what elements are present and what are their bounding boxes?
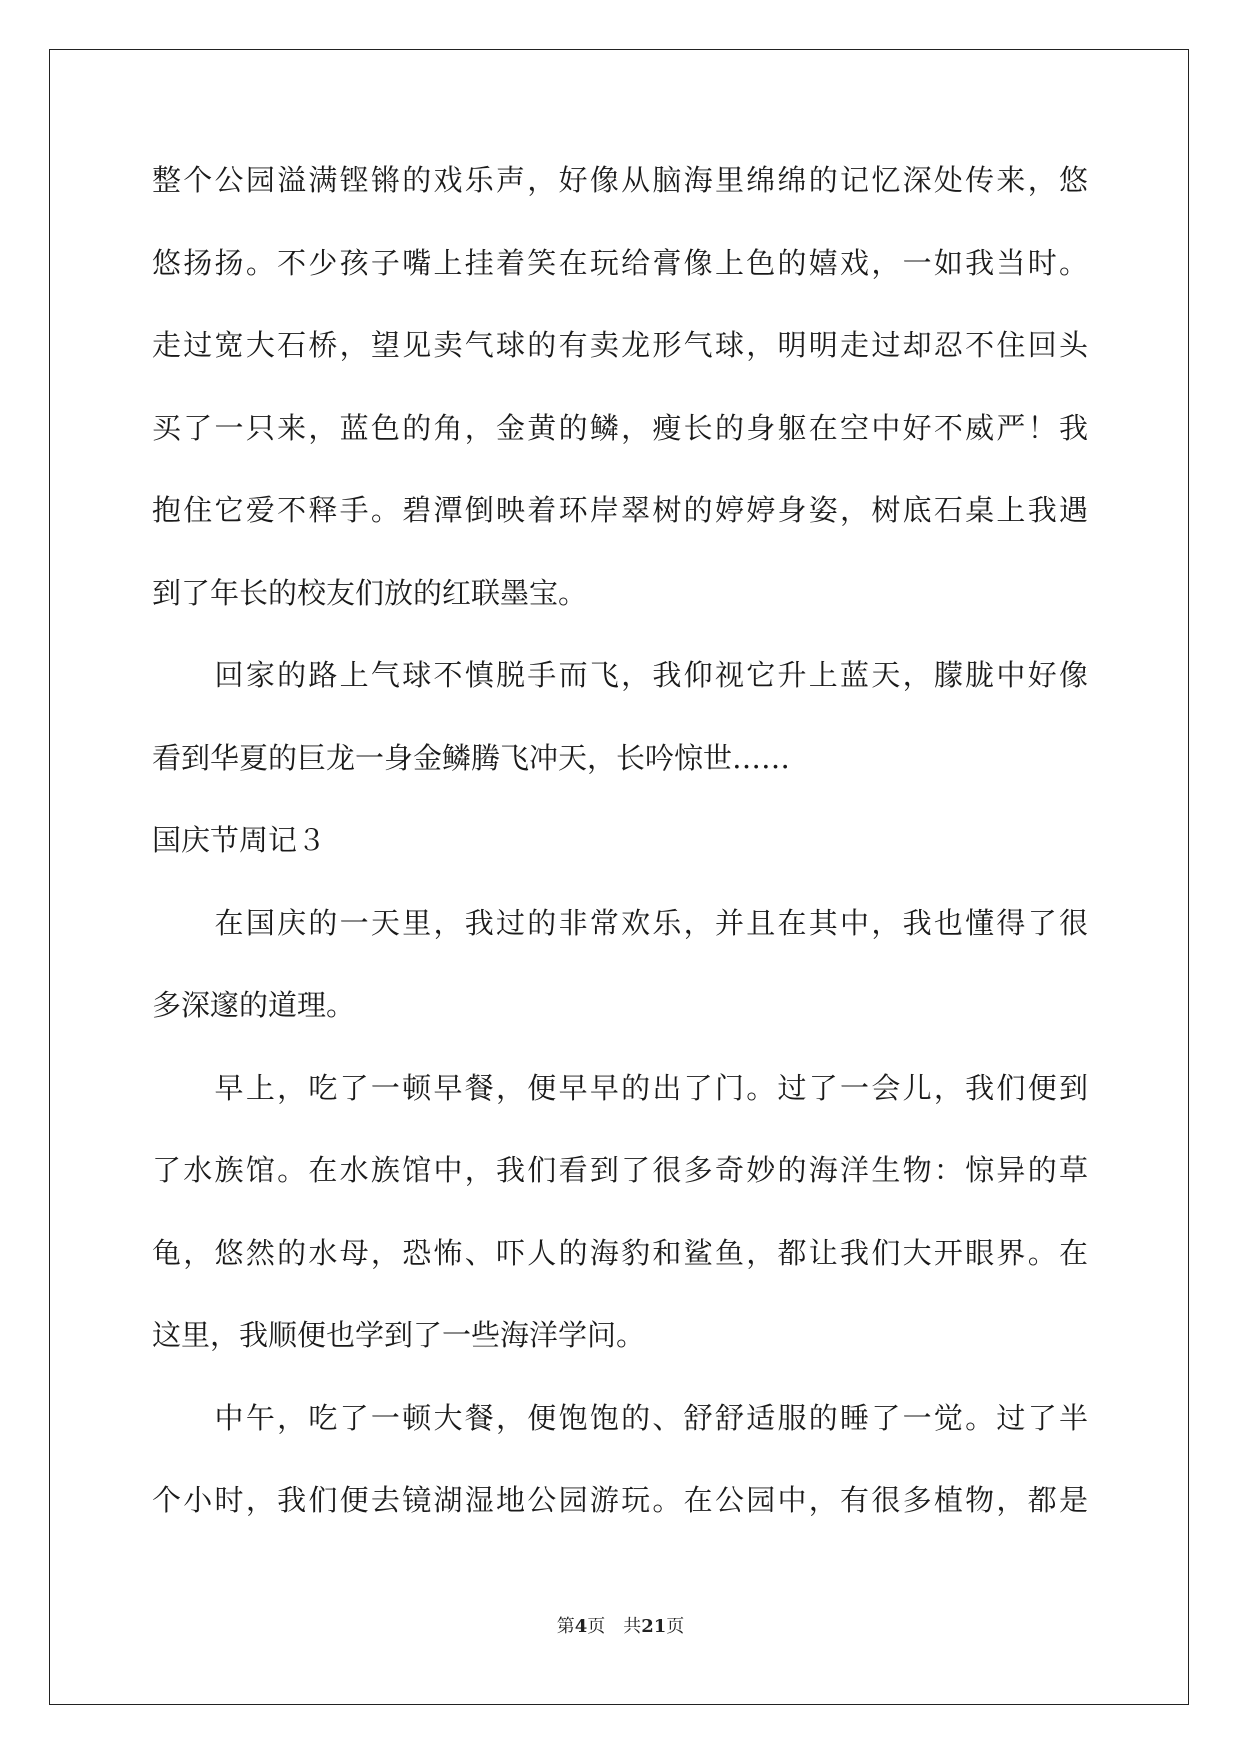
text-line-15: 这里，我顺便也学到了一些海洋学问。 — [152, 1318, 646, 1352]
text-line-2: 悠扬扬。不少孩子嘴上挂着笑在玩给膏像上色的嬉戏，一如我当时。 — [152, 245, 1088, 280]
text-line-7: 回家的路上气球不慎脱手而飞，我仰视它升上蓝天，朦胧中好像 — [152, 658, 1088, 692]
document-body — [152, 162, 1088, 1565]
footer-current-page: 4 — [574, 1616, 588, 1637]
text-line-3: 走过宽大石桥，望见卖气球的有卖龙形气球，明明走过却忍不住回头 — [152, 328, 1088, 362]
text-line-14: 龟，悠然的水母，恐怖、吓人的海豹和鲨鱼，都让我们大开眼界。在 — [152, 1235, 1088, 1270]
footer-total-pages: 21 — [641, 1616, 667, 1637]
section-heading: 国庆节周记３ — [152, 823, 327, 857]
text-line-6: 到了年长的校友们放的红联墨宝。 — [152, 575, 588, 610]
text-line-16: 中午，吃了一顿大餐，便饱饱的、舒舒适服的睡了一觉。过了半 — [152, 1400, 1088, 1435]
footer-middle: 页 共 — [587, 1616, 642, 1637]
text-line-17: 个小时，我们便去镜湖湿地公园游玩。在公园中，有很多植物，都是 — [152, 1483, 1088, 1517]
text-line-12: 早上，吃了一顿早餐，便早早的出了门。过了一会儿，我们便到 — [152, 1070, 1088, 1105]
text-line-10: 在国庆的一天里，我过的非常欢乐，并且在其中，我也懂得了很 — [152, 905, 1088, 940]
text-line-4: 买了一只来，蓝色的角，金黄的鳞，瘦长的身躯在空中好不威严！我 — [152, 410, 1088, 445]
text-line-5: 抱住它爱不释手。碧潭倒映着环岸翠树的婷婷身姿，树底石桌上我遇 — [152, 493, 1088, 527]
text-line-13: 了水族馆。在水族馆中，我们看到了很多奇妙的海洋生物：惊异的草 — [152, 1153, 1088, 1187]
text-line-8: 看到华夏的巨龙一身金鳞腾飞冲天，长吟惊世…… — [152, 740, 791, 775]
text-line-11: 多深邃的道理。 — [152, 988, 356, 1022]
footer-prefix: 第 — [556, 1616, 575, 1637]
text-line-1: 整个公园溢满铿锵的戏乐声，好像从脑海里绵绵的记忆深处传来，悠 — [152, 163, 1088, 197]
footer-suffix: 页 — [666, 1616, 685, 1637]
page-footer — [0, 1615, 1241, 1639]
